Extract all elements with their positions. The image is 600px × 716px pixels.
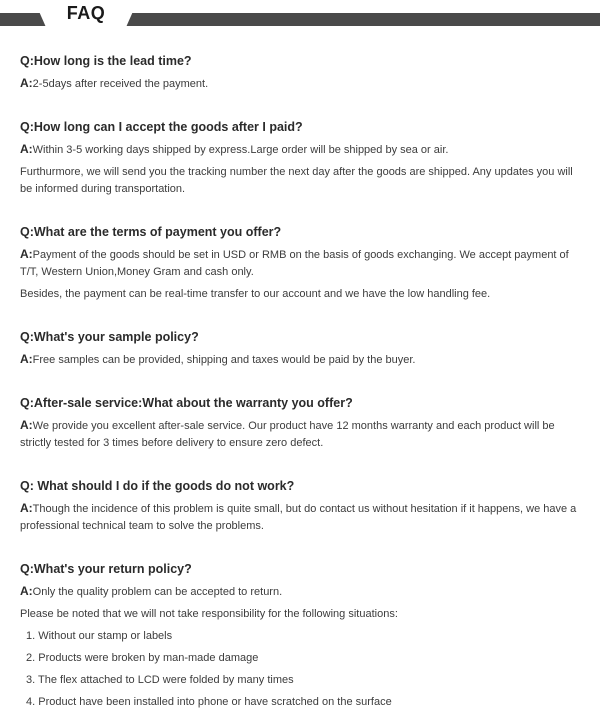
faq-answer-extra: Furthurmore, we will send you the tracking number the next day after the goods are shipped. Any updates you will be informed during transportation. — [20, 166, 573, 195]
answer-text: 2-5days after received the payment. — [32, 78, 209, 90]
faq-item-payment-terms — [20, 224, 585, 303]
faq-answer-extra: Please be noted that we will not take responsibility for the following situations: — [20, 608, 398, 620]
answer-label: A: — [20, 501, 33, 515]
page-title: FAQ — [66, 3, 106, 23]
answer-label: A: — [20, 418, 33, 432]
answer-label: A: — [20, 76, 33, 90]
faq-answer — [20, 500, 585, 535]
faq-question: Q: What should I do if the goods do not work? — [20, 479, 295, 493]
answer-label: A: — [20, 142, 33, 156]
faq-item-sample-policy — [20, 329, 585, 369]
faq-item-goods-not-work — [20, 478, 585, 535]
faq-question: Q:What's your sample policy? — [20, 330, 199, 344]
list-item: 2. Products were broken by man-made damage — [26, 652, 259, 664]
list-item: 3. The flex attached to LCD were folded by many times — [26, 674, 294, 686]
faq-answer — [20, 75, 585, 93]
faq-question: Q:How long is the lead time? — [20, 54, 192, 68]
answer-text: Free samples can be provided, shipping and taxes would be paid by the buyer. — [32, 354, 416, 366]
list-item: 4. Product have been installed into phone or have scratched on the surface — [26, 696, 392, 708]
answer-label: A: — [20, 352, 33, 366]
faq-list — [20, 53, 585, 716]
faq-item-accept-goods — [20, 119, 585, 198]
faq-answer-extra: Besides, the payment can be real-time transfer to our account and we have the low handling fee. — [20, 288, 491, 300]
faq-question: Q:What are the terms of payment you offer? — [20, 225, 282, 239]
answer-text: Though the incidence of this problem is quite small, but do contact us without hesitation if it happens, we have a professional technical team to solve the problems. — [20, 503, 577, 532]
faq-answer — [20, 583, 585, 601]
answer-text: Payment of the goods should be set in USD or RMB on the basis of goods exchanging. We accept payment of T/T, Western Union,Money Gram and cash only. — [20, 249, 569, 278]
faq-answer — [20, 141, 585, 159]
faq-question: Q:What's your return policy? — [20, 562, 192, 576]
return-conditions-list — [20, 628, 585, 711]
faq-question: Q:How long can I accept the goods after I paid? — [20, 120, 303, 134]
faq-item-warranty — [20, 395, 585, 452]
faq-answer — [20, 417, 585, 452]
answer-label: A: — [20, 584, 33, 598]
answer-text: Within 3-5 working days shipped by express.Large order will be shipped by sea or air. — [32, 144, 449, 156]
answer-text: Only the quality problem can be accepted to return. — [32, 586, 283, 598]
answer-label: A: — [20, 247, 33, 261]
faq-answer — [20, 246, 585, 281]
faq-item-return-policy — [20, 561, 585, 711]
answer-text: We provide you excellent after-sale service. Our product have 12 months warranty and each product will be strictly tested for 3 times before delivery to ensure zero defect. — [20, 420, 555, 449]
list-item: 1. Without our stamp or labels — [26, 630, 173, 642]
faq-item-lead-time — [20, 53, 585, 93]
faq-question: Q:After-sale service:What about the warranty you offer? — [20, 396, 353, 410]
faq-answer — [20, 351, 585, 369]
